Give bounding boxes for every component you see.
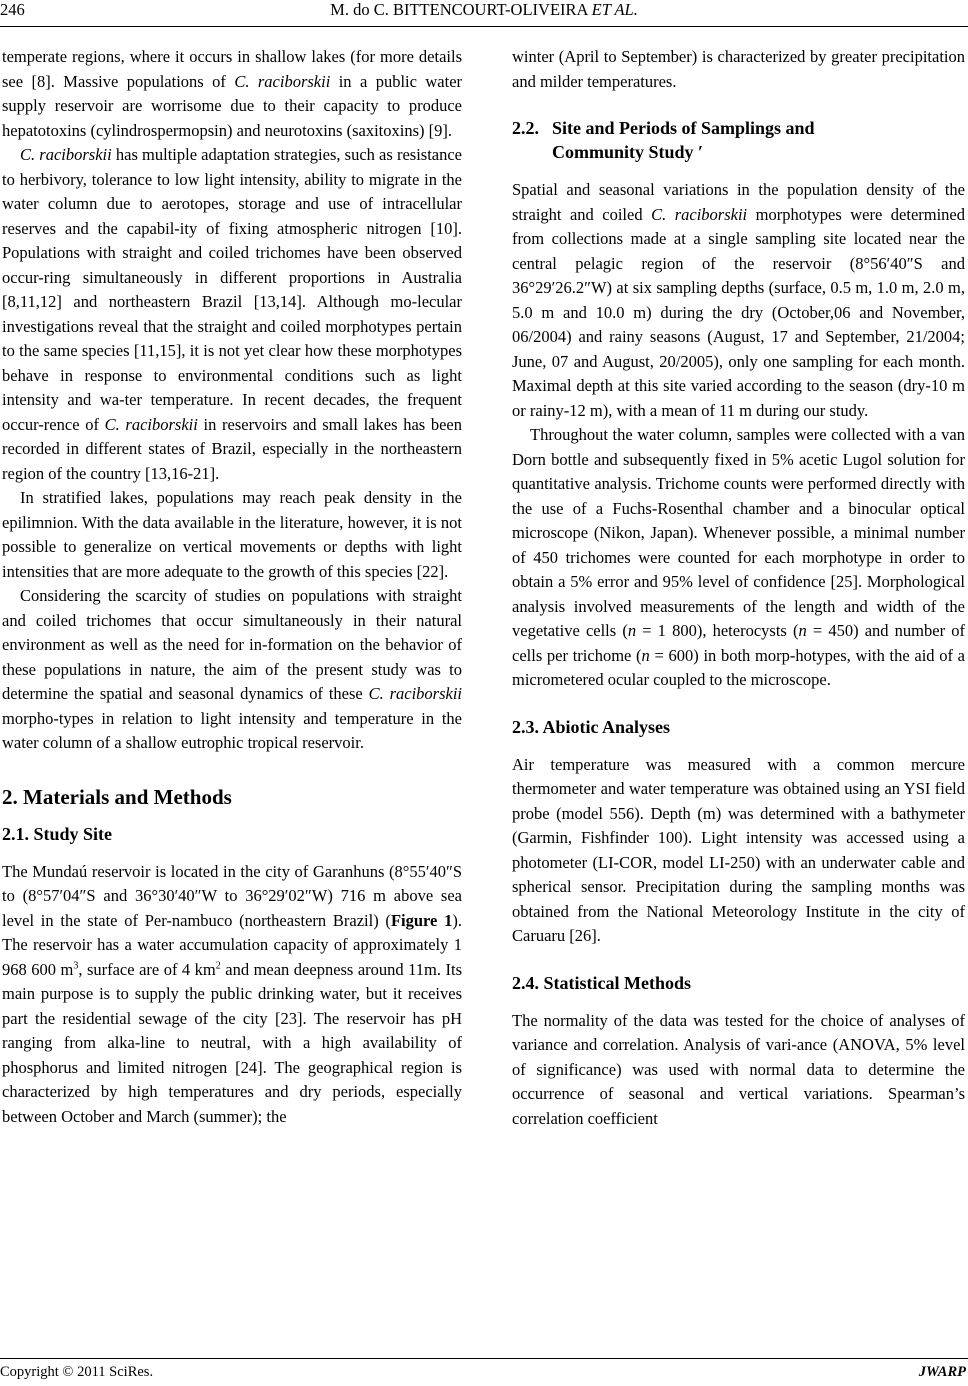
page-header	[0, 0, 968, 24]
paragraph: The Mundaú reservoir is located in the city of Garanhuns (8°55′40″S to (8°57′04″S and 36°30′40″W to 36°29′02″W) 716 m above sea level in the state of Per-nambuco (northeastern Brazil) (Figure 1). The reservoir has a water accumulation capacity of approximately 1 968 600 $m^3$, surface are of 4 $km^2$ and mean deepness around 11m. Its main purpose is to supply the public drinking water, but it receives part the residential sewage of the city [23]. The reservoir has pH ranging from alka-line to neutral, with a high availability of phosphorus and limited nitrogen [24]. The geographical region is characterized by high temperatures and dry periods, especially between October and March (summer); the	[2, 861, 462, 1126]
running-head-etal: ET AL.	[591, 0, 638, 19]
paragraph: Air temperature was measured with a common mercure thermometer and water temperature was obtained using an YSI field probe (model 556). Depth (m) was determined with a bathymeter (Garmin, Fishfinder 100). Light intensity was accessed using a photometer (LI-COR, model LI-250) with an underwater cable and spherical sensor. Precipitation during the sampling months was obtained from the National Meteorology Institute in the city of Caruaru [26].	[512, 754, 965, 945]
species-name: C. raciborskii	[651, 204, 748, 224]
species-name: C. raciborskii	[104, 414, 198, 434]
species-name: C. raciborskii	[20, 145, 112, 164]
paragraph: The normality of the data was tested for the choice of analyses of variance and correlation. Analysis of vari-ance (ANOVA, 5% level of significance) was used with normal data to determine the occurrence of seasonal and vertical variations. Spearman’s correlation coefficient	[512, 1010, 965, 1128]
subsection-heading: 2.3. Abiotic Analyses	[512, 716, 671, 737]
figure-reference: Figure 1	[390, 910, 453, 930]
subsection-heading: 2.4. Statistical Methods	[512, 972, 691, 993]
header-rule	[0, 26, 968, 27]
running-head-author: M. do C. BITTENCOURT-OLIVEIRA	[330, 0, 588, 19]
footer-rule	[0, 1358, 968, 1359]
subsection-heading: 2.2. Site and Periods of Samplings and Community Study ′	[512, 118, 815, 162]
subsection-heading: 2.1. Study Site	[2, 823, 113, 844]
paragraph: C. raciborskii has multiple adaptation strategies, such as resistance to herbivory, tolerance to low light intensity, ability to migrate in the water column due to aerotopes, storage and use of intracellular reserves and the capabil-ity of fixing atmospheric nitrogen [10]. Populations with straight and coiled trichomes have been observed occur-ring simultaneously in different proportions in Australia [8,11,12] and northeastern Brazil [13,14]. Although mo-lecular investigations reveal that the straight and coiled morphotypes pertain to the same species [11,15], it is not yet clear how these morphotypes behave in response to environmental conditions such as light intensity and wa-ter temperature. In recent decades, the frequent occur-rence of C. raciborskii in reservoirs and small lakes has been recorded in different states of Brazil, especially in the northeastern region of the country [13,16-21].	[2, 145, 463, 483]
paragraph: In stratified lakes, populations may reach peak density in the epilimnion. With the data available in the literature, however, it is not possible to generalize on vertical movements or depths with light intensities that are more adequate to the growth of this species [22].	[2, 488, 462, 581]
copyright: Copyright © 2011 SciRes.	[0, 1364, 154, 1380]
paragraph: Considering the scarcity of studies on populations with straight and coiled trichomes that occur simultaneously in their natural environment as well as the need for in-formation on the behavior of these populations in nature, the aim of the present study was to determine the spatial and seasonal dynamics of these C. raciborskii morpho-types in relation to light intensity and temperature in the water column of a shallow eutrophic tropical reservoir.	[2, 586, 463, 752]
running-head	[0, 0, 968, 20]
paragraph: Throughout the water column, samples were collected with a van Dorn bottle and subsequently fixed in 5% acetic Lugol solution for quantitative analysis. Trichome counts were performed directly with the use of a Fuchs-Rosenthal chamber and a binocular optical microscope (Nikon, Japan). Whenever possible, a minimal number of 450 trichomes were counted for each morphotype in order to obtain a 5% error and 95% level of confidence [25]. Morphological analysis involved measurements of the length and width of the vegetative cells (n = 1 800), heterocysts (n = 450) and number of cells per trichome (n = 600) in both morp-hotypes, with the aid of a micrometered ocular coupled to the microscope.	[512, 425, 965, 689]
right-column	[512, 45, 965, 1131]
paragraph: temperate regions, where it occurs in shallow lakes (for more details see [8]. Massive populations of C. raciborskii in a public water supply reservoir are worrisome due to their capacity to produce hepatotoxins (cylindrospermopsin) and neurotoxins (saxitoxins) [9].	[2, 47, 463, 140]
section-heading: 2. Materials and Methods	[2, 784, 232, 809]
paragraph: winter (April to September) is characterized by greater precipitation and milder temperatures.	[512, 47, 965, 91]
left-column	[2, 45, 462, 1129]
species-name: C. raciborskii	[368, 684, 463, 703]
paragraph: Spatial and seasonal variations in the population density of the straight and coiled C. raciborskii morphotypes were determined from collections made at a single sampling site located near the central pelagic region of the reservoir (8°56′40″S and 36°29′26.2″W) at six sampling depths (surface, 0.5 m, 1.0 m, 2.0 m, 5.0 m and 10.0 m) during the dry (October,06 and November, 06/2004) and rainy seasons (August, 17 and September, 21/2004; June, 07 and August, 20/2005), only one sampling for each month. Maximal depth at this site varied according to the season (dry-10 m or rainy-12 m), with a mean of 11 m during our study.	[512, 180, 966, 420]
species-name: C. raciborskii	[234, 71, 331, 91]
page-number: 246	[0, 0, 25, 19]
journal-abbrev: JWARP	[918, 1364, 966, 1380]
